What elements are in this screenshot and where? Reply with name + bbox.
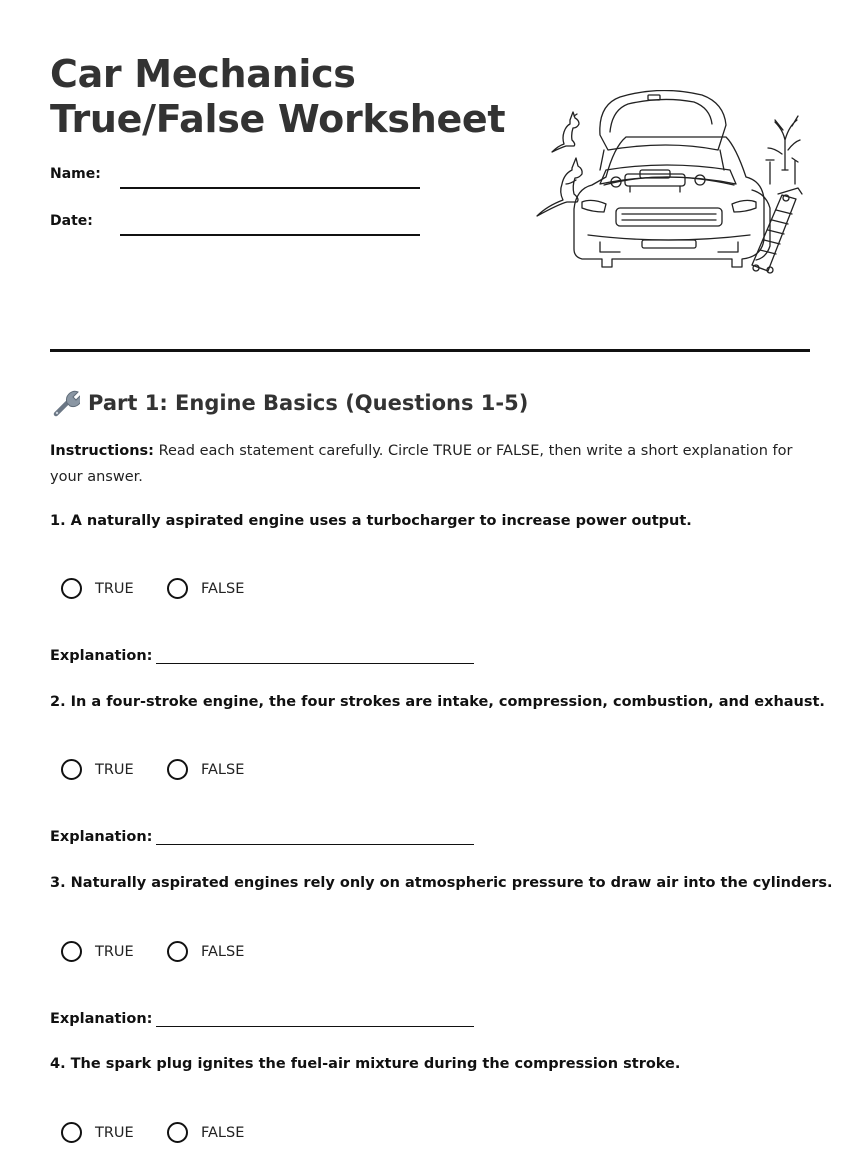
q1-true-option[interactable]	[61, 578, 134, 599]
header-divider	[50, 349, 810, 352]
q2-false-radio[interactable]	[167, 759, 188, 780]
q3-explanation-label: Explanation:	[50, 1011, 153, 1027]
part1-heading-text: Part 1: Engine Basics (Questions 1-5)	[88, 391, 529, 415]
q1-true-label: TRUE	[95, 580, 134, 597]
q4-true-option[interactable]	[61, 1122, 134, 1143]
q3-explanation-field[interactable]	[156, 1012, 474, 1027]
q3-true-radio[interactable]	[61, 941, 82, 962]
q4-true-label: TRUE	[95, 1124, 134, 1141]
large-kangaroo-icon	[537, 158, 582, 216]
q4-true-radio[interactable]	[61, 1122, 82, 1143]
question-4: 4. The spark plug ignites the fuel-air mixture during the compression stroke.	[50, 1056, 681, 1072]
q2-explanation	[50, 829, 474, 845]
q4-false-option[interactable]	[167, 1122, 244, 1143]
q3-true-label: TRUE	[95, 943, 134, 960]
q2-explanation-field[interactable]	[156, 830, 474, 845]
title-line-2: True/False Worksheet	[50, 97, 506, 141]
title-line-1: Car Mechanics	[50, 52, 356, 96]
q2-true-option[interactable]	[61, 759, 134, 780]
q1-explanation	[50, 648, 474, 664]
q2-true-label: TRUE	[95, 761, 134, 778]
q2-true-radio[interactable]	[61, 759, 82, 780]
date-label: Date:	[50, 213, 93, 229]
q2-explanation-label: Explanation:	[50, 829, 153, 845]
question-3: 3. Naturally aspirated engines rely only on atmospheric pressure to draw air into the cylinders.	[50, 875, 833, 891]
q1-explanation-field[interactable]	[156, 649, 474, 664]
q3-false-label: FALSE	[201, 943, 245, 960]
instructions	[50, 438, 810, 490]
q1-explanation-label: Explanation:	[50, 648, 153, 664]
q3-explanation	[50, 1011, 474, 1027]
question-1: 1. A naturally aspirated engine uses a turbocharger to increase power output.	[50, 513, 692, 529]
q4-false-radio[interactable]	[167, 1122, 188, 1143]
q1-true-radio[interactable]	[61, 578, 82, 599]
q1-false-label: FALSE	[201, 580, 245, 597]
q2-false-option[interactable]	[167, 759, 244, 780]
small-kangaroo-icon	[552, 112, 579, 152]
page-title	[50, 52, 505, 142]
wrench-icon	[50, 388, 80, 418]
q1-false-option[interactable]	[167, 578, 244, 599]
name-field[interactable]	[120, 187, 420, 189]
q3-false-radio[interactable]	[167, 941, 188, 962]
car-with-open-hood-kangaroos-tree-tools-icon	[530, 90, 810, 275]
q4-false-label: FALSE	[201, 1124, 245, 1141]
date-field[interactable]	[120, 234, 420, 236]
mechanic-creeper-icon	[752, 195, 796, 273]
q3-true-option[interactable]	[61, 941, 134, 962]
q2-false-label: FALSE	[201, 761, 245, 778]
question-2: 2. In a four-stroke engine, the four strokes are intake, compression, combustion, and exhaust.	[50, 694, 825, 710]
name-label: Name:	[50, 166, 101, 182]
instructions-text: Read each statement carefully. Circle TRUE or FALSE, then write a short explanation for your answer.	[50, 443, 793, 485]
part1-heading	[50, 388, 528, 418]
q3-false-option[interactable]	[167, 941, 244, 962]
instructions-label: Instructions:	[50, 443, 154, 459]
q1-false-radio[interactable]	[167, 578, 188, 599]
